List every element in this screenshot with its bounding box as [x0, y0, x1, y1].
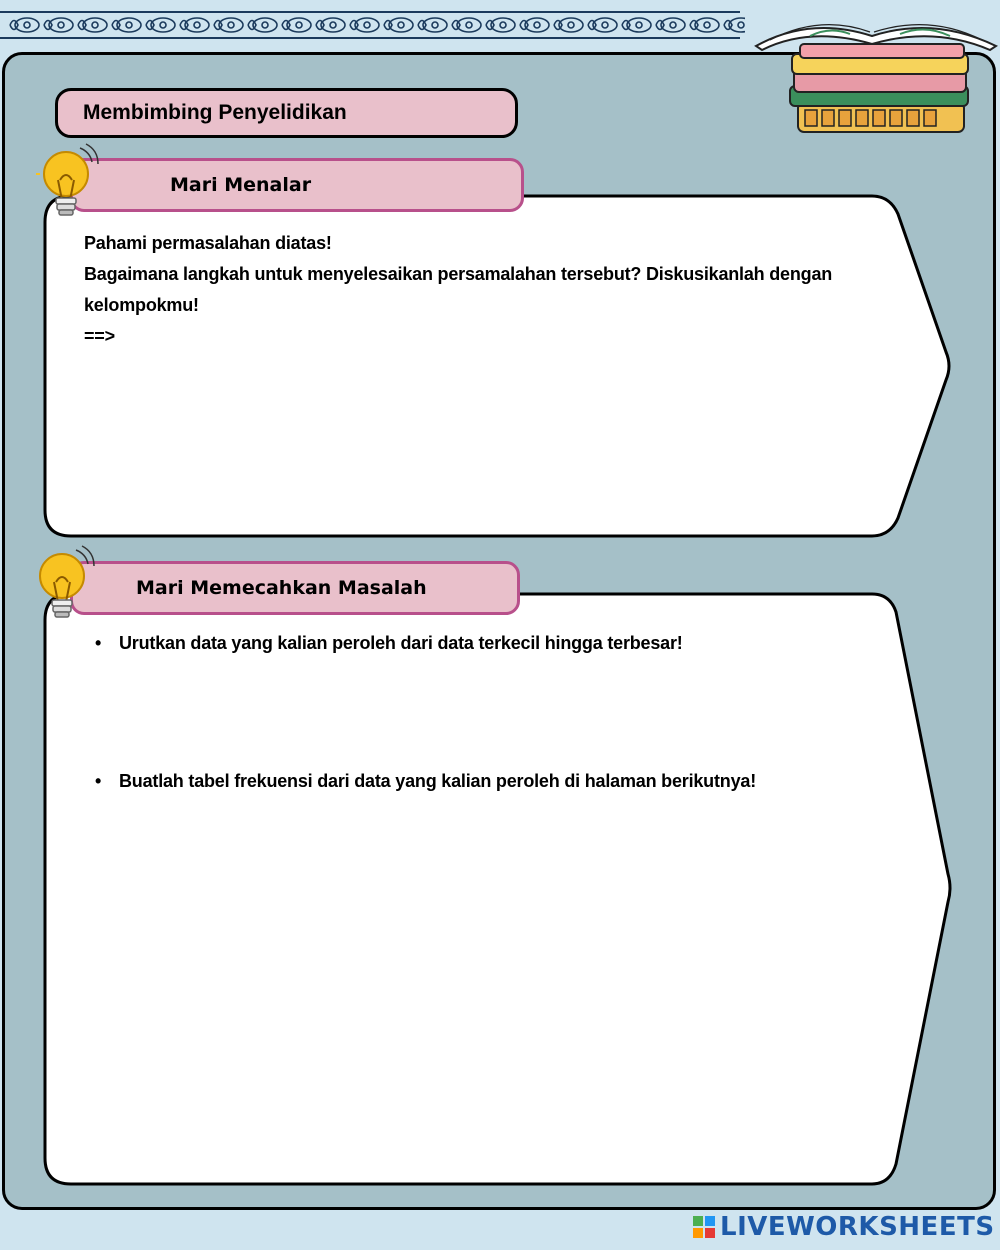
- lightbulb-icon: [32, 542, 98, 626]
- instruction-line: Pahami permasalahan diatas!: [84, 233, 332, 253]
- instruction-line: kelompokmu!: [84, 295, 199, 315]
- page-title: Membimbing Penyelidikan: [55, 88, 518, 138]
- ornament-border: [0, 8, 745, 42]
- books-stack-icon: [750, 6, 1000, 146]
- solve-card: [42, 590, 956, 1188]
- reason-instructions: [84, 228, 904, 352]
- liveworksheets-logo: [692, 1212, 995, 1242]
- lightbulb-icon: [36, 140, 102, 224]
- logo-blocks-icon: [692, 1214, 718, 1240]
- answer-arrow: ==>: [84, 326, 115, 346]
- tab-mari-memecahkan-masalah: [70, 561, 520, 615]
- instruction-line: Bagaimana langkah untuk menyelesaikan persamalahan tersebut? Diskusikanlah dengan: [84, 264, 833, 284]
- tab-label: Mari Menalar: [170, 174, 312, 196]
- task-item: • Buatlah tabel frekuensi dari data yang kalian peroleh di halaman berikutnya!: [119, 771, 756, 792]
- brand-name: LIVEWORKSHEETS: [720, 1212, 995, 1242]
- task-item: • Urutkan data yang kalian peroleh dari data terkecil hingga terbesar!: [119, 633, 683, 654]
- tab-label: Mari Memecahkan Masalah: [136, 577, 427, 599]
- tab-mari-menalar: [70, 158, 524, 212]
